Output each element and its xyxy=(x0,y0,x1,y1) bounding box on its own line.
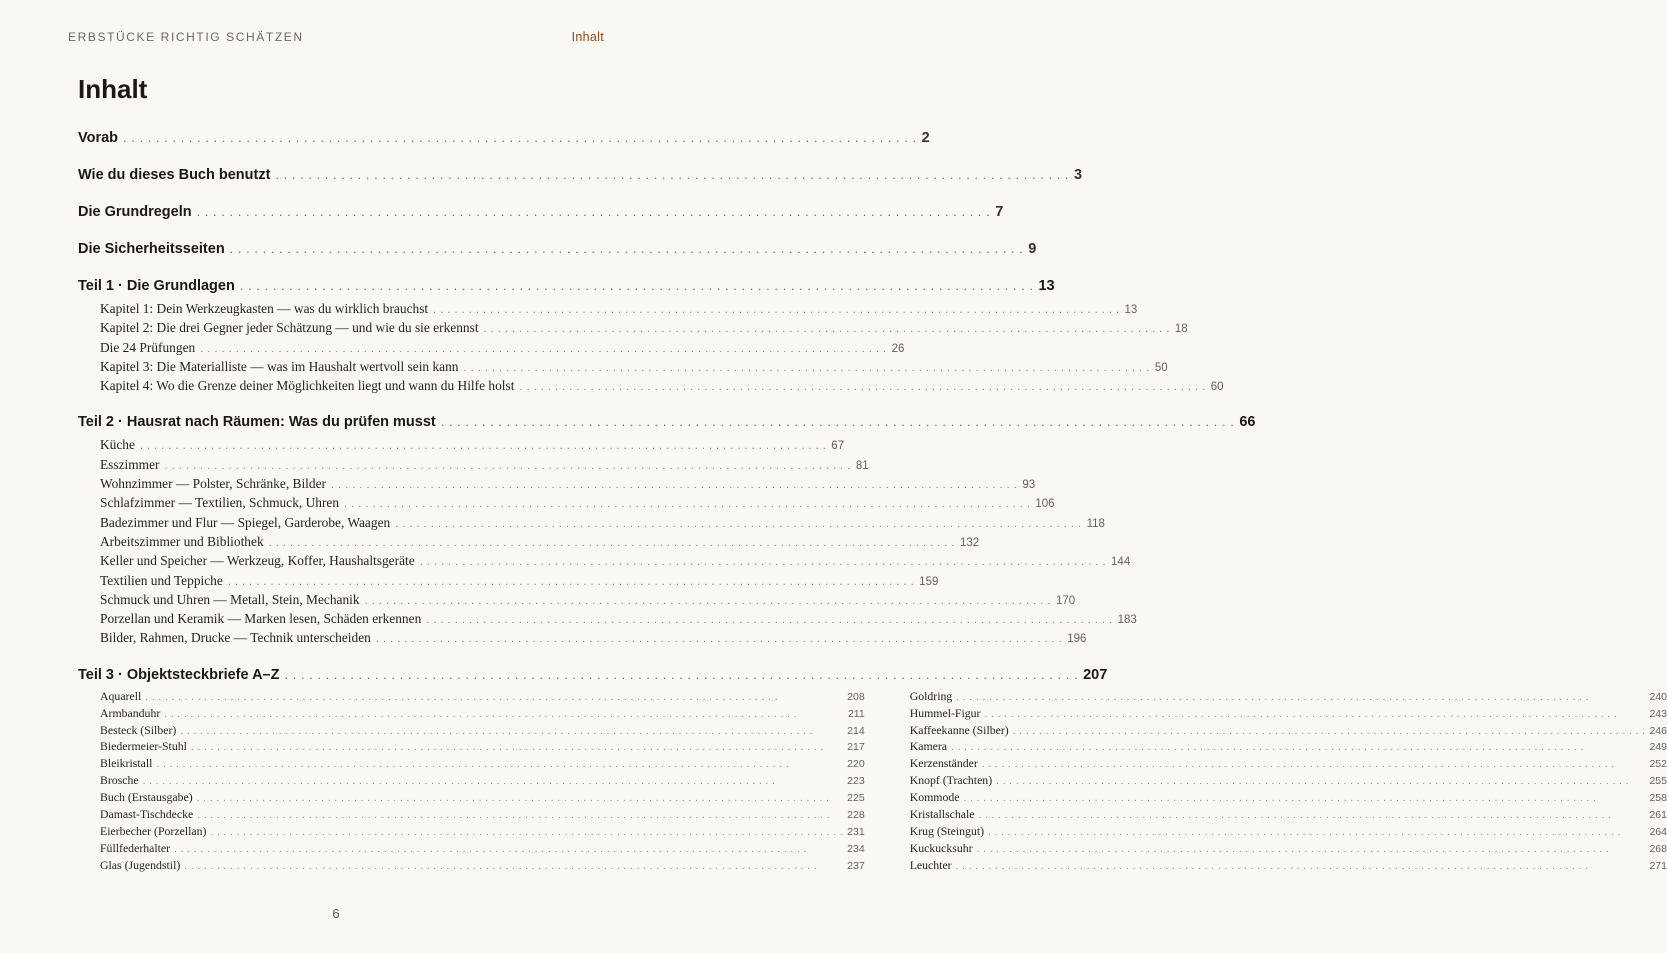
section-gap xyxy=(78,395,594,412)
object-page: 255 xyxy=(1649,775,1667,788)
object-label: Hummel-Figur xyxy=(909,705,981,720)
toc-room-entry[interactable] xyxy=(100,513,1105,532)
toc-room-entry[interactable] xyxy=(100,435,845,454)
dot-leader xyxy=(519,378,1205,397)
dot-leader xyxy=(982,757,1646,774)
dot-leader xyxy=(275,165,1069,185)
dot-leader xyxy=(240,276,1034,296)
dot-leader xyxy=(964,791,1646,808)
toc-entry-label: Porzellan und Keramik — Marken lesen, Schäden erkennen xyxy=(100,611,422,627)
toc-entry-label: Keller und Speicher — Werkzeug, Koffer, Haushaltsgeräte xyxy=(100,553,415,569)
dot-leader xyxy=(180,724,843,741)
dot-leader xyxy=(140,437,826,456)
dot-leader xyxy=(951,740,1645,757)
object-page: 249 xyxy=(1649,741,1667,754)
toc-entry-page: 67 xyxy=(831,440,845,453)
toc-room-entry[interactable] xyxy=(100,628,1087,647)
object-label: Kaffeekanne (Silber) xyxy=(909,722,1009,737)
toc-entry-vorab[interactable] xyxy=(78,128,930,165)
dot-leader xyxy=(420,553,1106,572)
object-entry[interactable] xyxy=(100,688,865,705)
toc-part-page: 13 xyxy=(1038,278,1055,294)
object-label: Krug (Steingut) xyxy=(909,823,985,838)
object-label: Leuchter xyxy=(909,857,952,872)
toc-entry-page: 81 xyxy=(855,459,869,472)
object-entry[interactable] xyxy=(910,772,1667,789)
object-page: 234 xyxy=(847,842,865,855)
toc-entry-label: Wie du dieses Buch benutzt xyxy=(78,167,271,183)
dot-leader xyxy=(331,476,1017,495)
object-entry[interactable] xyxy=(100,823,865,840)
toc-entry-label: Badezimmer und Flur — Spiegel, Garderobe, Waagen xyxy=(100,514,391,530)
dot-leader xyxy=(395,515,1081,534)
object-label: Kuckucksuhr xyxy=(909,840,973,855)
toc-entry-page: 170 xyxy=(1055,594,1076,607)
object-page: 246 xyxy=(1649,724,1667,737)
toc-part-page: 66 xyxy=(1239,414,1256,431)
object-entry[interactable] xyxy=(910,755,1667,772)
toc-room-entry[interactable] xyxy=(100,571,939,590)
page-number: 6 xyxy=(332,906,340,921)
object-page: 264 xyxy=(1649,825,1667,838)
object-label: Eierbecher (Porzellan) xyxy=(100,823,207,838)
dot-leader xyxy=(426,611,1112,630)
toc-room-entry[interactable] xyxy=(100,551,1131,570)
dot-leader xyxy=(184,859,843,876)
object-entry[interactable] xyxy=(910,857,1667,874)
toc-chapter-entry[interactable] xyxy=(100,338,905,357)
object-entry[interactable] xyxy=(100,789,865,806)
object-page: 237 xyxy=(847,859,865,872)
object-page: 240 xyxy=(1649,690,1667,703)
object-label: Brosche xyxy=(100,773,139,788)
toc-entry-label: Küche xyxy=(100,437,135,453)
object-label: Besteck (Silber) xyxy=(100,722,177,737)
object-label: Glas (Jugendstil) xyxy=(100,857,181,872)
toc-entry-page: 50 xyxy=(1154,361,1168,374)
object-page: 258 xyxy=(1649,792,1667,805)
object-entry[interactable] xyxy=(100,755,865,772)
toc-entry-page: 26 xyxy=(891,342,905,355)
dot-leader xyxy=(441,412,1235,432)
object-page: 225 xyxy=(847,792,865,805)
toc-chapter-entry[interactable] xyxy=(100,318,1188,337)
toc-chapter-entry[interactable] xyxy=(100,376,1224,395)
object-page: 214 xyxy=(847,724,865,737)
toc-part-label: Teil 1 · Die Grundlagen xyxy=(78,278,235,294)
object-index xyxy=(100,688,1667,874)
toc-entry-page: 3 xyxy=(1074,167,1083,183)
object-label: Biedermeier-Stuhl xyxy=(100,739,187,754)
object-index-left-column xyxy=(100,688,865,874)
toc-entry-label: Vorab xyxy=(78,130,119,146)
object-label: Goldring xyxy=(909,688,953,703)
object-label: Armbanduhr xyxy=(100,705,161,720)
object-page: 208 xyxy=(847,690,865,703)
toc-entry-sicherheitsseiten[interactable] xyxy=(78,239,1037,276)
dot-leader xyxy=(433,301,1119,320)
object-label: Knopf (Trachten) xyxy=(909,773,993,788)
toc-entry-page: 196 xyxy=(1067,633,1087,646)
toc-entry-label: Kapitel 3: Die Materialliste — was im Haushalt wertvoll sein kann xyxy=(100,358,459,374)
object-entry[interactable] xyxy=(100,722,865,739)
toc-entry-label: Die Grundregeln xyxy=(78,204,192,220)
toc-entry-page: 9 xyxy=(1028,241,1037,257)
toc-entry-label: Kapitel 4: Wo die Grenze deiner Möglichkeiten liegt und wann du Hilfe holst xyxy=(100,378,515,394)
toc-entry-label: Arbeitszimmer und Bibliothek xyxy=(100,533,264,549)
section-gap xyxy=(78,648,594,665)
object-entry[interactable] xyxy=(100,772,865,789)
toc-part-label: Teil 3 · Objektsteckbriefe A–Z xyxy=(78,666,280,683)
running-header-book-title: ERBSTÜCKE RICHTIG SCHÄTZEN xyxy=(68,30,304,44)
dot-leader xyxy=(376,630,1062,649)
toc-part-label: Teil 2 · Hausrat nach Räumen: Was du prüfen musst xyxy=(78,414,436,431)
object-entry[interactable] xyxy=(100,738,865,755)
object-entry[interactable] xyxy=(910,823,1667,840)
toc-entry-label: Bilder, Rahmen, Drucke — Technik unterscheiden xyxy=(100,630,371,646)
object-page: 231 xyxy=(847,825,865,838)
object-label: Kamera xyxy=(909,739,948,754)
dot-leader xyxy=(230,239,1024,259)
toc-part-1[interactable] xyxy=(78,276,1055,296)
dot-leader xyxy=(156,757,843,774)
dot-leader xyxy=(977,842,1646,859)
dot-leader xyxy=(996,774,1645,791)
object-index-right-column xyxy=(910,688,1667,874)
toc-part-3[interactable] xyxy=(78,665,1108,685)
object-entry[interactable] xyxy=(910,840,1667,857)
object-label: Kerzenständer xyxy=(909,756,978,771)
toc-entry-page: 159 xyxy=(919,575,939,588)
object-label: Damast-Tischdecke xyxy=(100,806,194,821)
toc-chapter-entry[interactable] xyxy=(100,299,1138,318)
object-label: Kommode xyxy=(909,790,960,805)
dot-leader xyxy=(956,690,1645,707)
toc-chapter-entry[interactable] xyxy=(100,357,1168,376)
object-page: 217 xyxy=(847,741,865,754)
dot-leader xyxy=(174,842,843,859)
toc-entry-page: 144 xyxy=(1111,556,1131,569)
dot-leader xyxy=(365,592,1051,611)
object-label: Bleikristall xyxy=(100,756,153,771)
toc-room-entry[interactable] xyxy=(100,532,980,551)
object-entry[interactable] xyxy=(910,722,1667,739)
toc-entry-label: Schmuck und Uhren — Metall, Stein, Mechanik xyxy=(100,591,360,607)
dot-leader xyxy=(979,808,1646,825)
toc-entry-page: 118 xyxy=(1086,517,1105,530)
toc-entry-page: 132 xyxy=(959,536,980,549)
dot-leader xyxy=(464,359,1150,378)
object-label: Buch (Erstausgabe) xyxy=(100,790,193,805)
toc-entry-page: 183 xyxy=(1117,614,1137,627)
toc-room-entry[interactable] xyxy=(100,474,1036,493)
dot-leader xyxy=(284,665,1078,685)
object-label: Aquarell xyxy=(100,688,142,703)
object-entry[interactable] xyxy=(100,857,865,874)
object-entry[interactable] xyxy=(910,705,1667,722)
dot-leader xyxy=(484,320,1170,339)
toc-entry-page: 60 xyxy=(1210,381,1224,394)
toc-entry-label: Kapitel 2: Die drei Gegner jeder Schätzung — und wie du sie erkennst xyxy=(100,320,479,336)
page-title: Inhalt xyxy=(78,74,148,104)
dot-leader xyxy=(164,707,844,724)
dot-leader xyxy=(143,774,843,791)
toc-entry-label: Schlafzimmer — Textilien, Schmuck, Uhren xyxy=(100,495,340,511)
object-page: 228 xyxy=(847,808,865,821)
dot-leader xyxy=(210,825,843,842)
object-page: 261 xyxy=(1649,808,1667,821)
object-entry[interactable] xyxy=(100,705,865,722)
object-entry[interactable] xyxy=(100,840,865,857)
toc-room-entry[interactable] xyxy=(100,455,869,474)
toc-entry-label: Wohnzimmer — Polster, Schränke, Bilder xyxy=(100,476,326,492)
toc-entry-buch-benutzen[interactable] xyxy=(78,165,1083,202)
object-page: 271 xyxy=(1649,859,1667,872)
dot-leader xyxy=(344,495,1030,514)
toc-entry-label: Die Sicherheitsseiten xyxy=(78,241,225,257)
toc-entry-page: 7 xyxy=(995,204,1004,220)
toc-room-entry[interactable] xyxy=(100,609,1137,628)
toc-entry-label: Kapitel 1: Dein Werkzeugkasten — was du wirklich brauchst xyxy=(100,301,429,316)
dot-leader xyxy=(123,128,917,148)
object-page: 223 xyxy=(847,775,865,788)
dot-leader xyxy=(197,791,843,808)
object-entry[interactable] xyxy=(910,688,1667,705)
toc-entry-page: 106 xyxy=(1035,498,1055,511)
toc-room-entry[interactable] xyxy=(100,493,1055,512)
running-header-section: Inhalt xyxy=(571,30,604,44)
dot-leader xyxy=(145,690,843,707)
toc-part-2[interactable] xyxy=(78,412,1256,432)
table-of-contents xyxy=(78,128,1667,874)
toc-entry-page: 13 xyxy=(1124,304,1138,316)
dot-leader xyxy=(1013,724,1646,741)
object-label: Füllfederhalter xyxy=(100,840,171,855)
toc-entry-label: Esszimmer xyxy=(100,456,160,472)
toc-entry-page: 93 xyxy=(1022,479,1036,492)
object-page: 220 xyxy=(847,758,865,771)
dot-leader xyxy=(984,707,1645,724)
object-label: Kristallschale xyxy=(909,806,975,821)
toc-entry-grundregeln[interactable] xyxy=(78,202,1004,239)
object-entry[interactable] xyxy=(910,789,1667,806)
object-page: 211 xyxy=(847,707,865,720)
object-page: 252 xyxy=(1649,758,1667,771)
toc-entry-label: Textilien und Teppiche xyxy=(100,572,223,588)
object-entry[interactable] xyxy=(910,806,1667,823)
dot-leader xyxy=(197,202,991,222)
object-entry[interactable] xyxy=(910,738,1667,755)
dot-leader xyxy=(988,825,1645,842)
toc-entry-label: Die 24 Prüfungen xyxy=(100,339,196,355)
dot-leader xyxy=(191,740,843,757)
toc-entry-page: 2 xyxy=(921,130,930,146)
toc-room-entry[interactable] xyxy=(100,590,1076,609)
object-entry[interactable] xyxy=(100,806,865,823)
object-page: 268 xyxy=(1649,842,1667,855)
toc-entry-page: 18 xyxy=(1174,323,1188,336)
object-page: 243 xyxy=(1649,707,1667,720)
dot-leader xyxy=(197,808,843,825)
dot-leader xyxy=(956,859,1646,876)
running-header xyxy=(68,30,604,44)
toc-part-page: 207 xyxy=(1083,666,1108,683)
